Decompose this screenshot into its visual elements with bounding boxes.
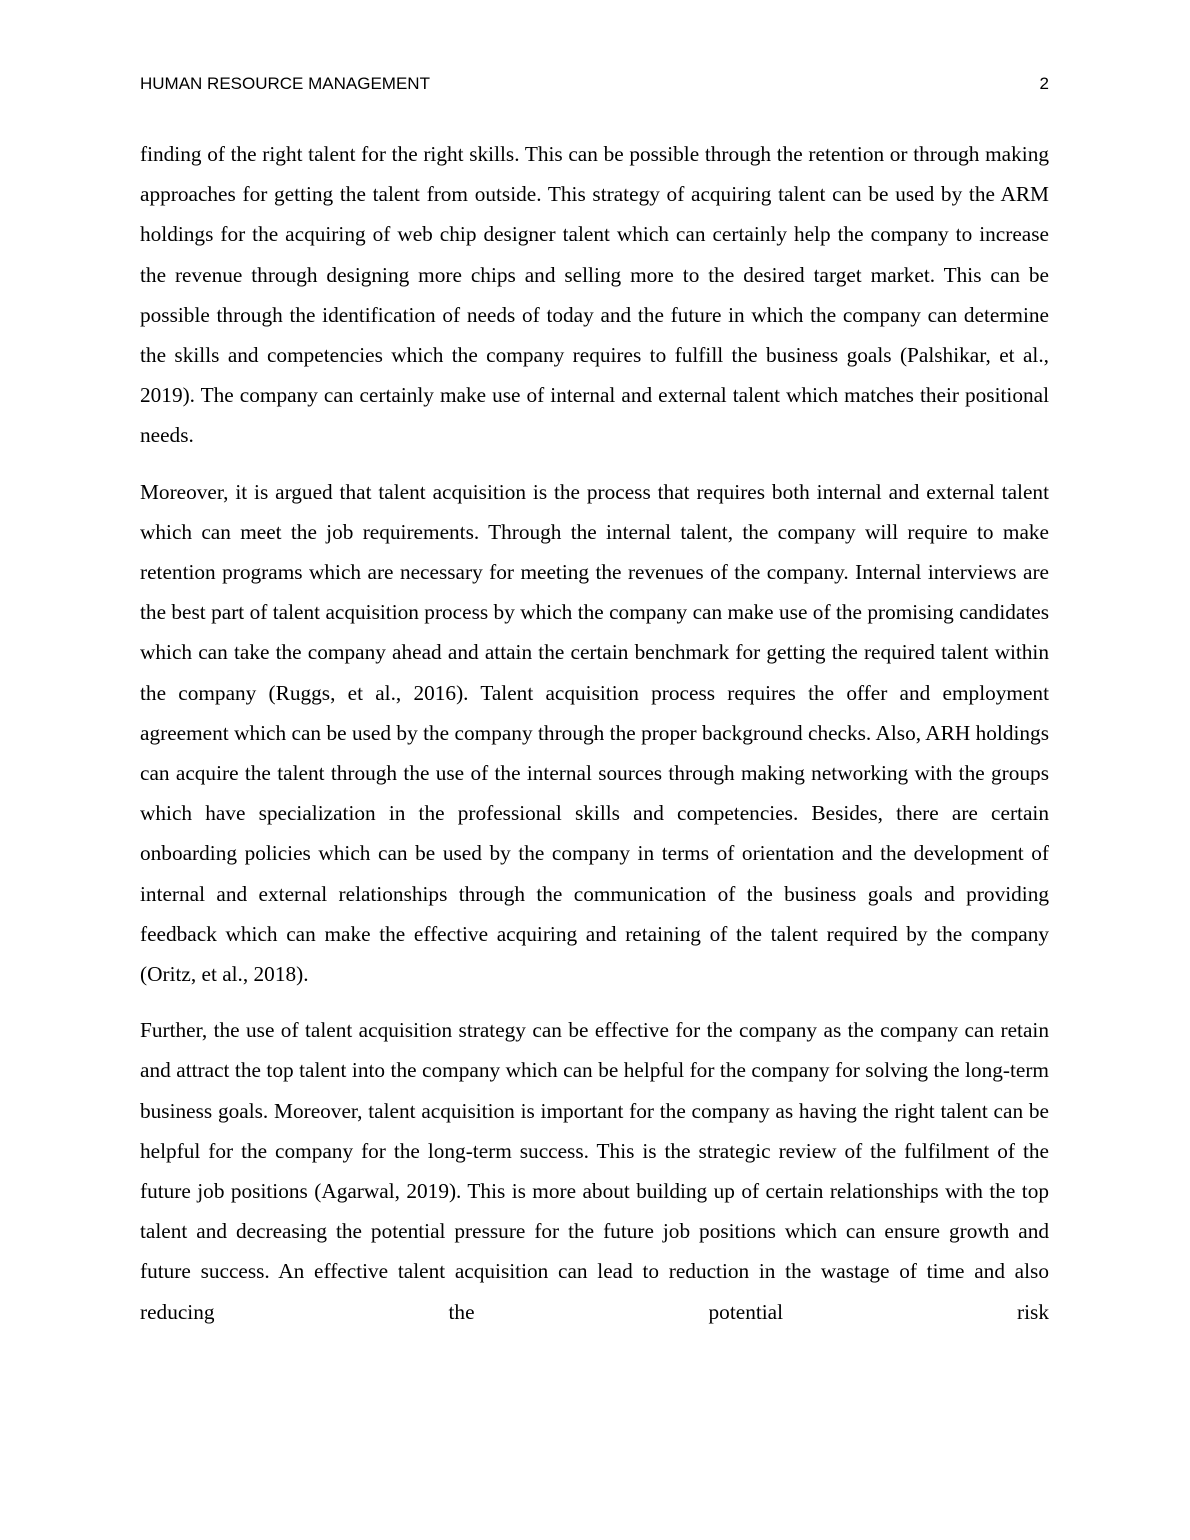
running-header: [140, 72, 1049, 96]
paragraph-3: Further, the use of talent acquisition strategy can be effective for the company as the company can retain and attract the top talent into the company which can be helpful for the company for solving the long-term business goals. Moreover, talent acquisition is important for the company as having the right talent can be helpful for the company for the long-term success. This is the strategic review of the fulfilment of the future job positions (Agarwal, 2019). This is more about building up of certain relationships with the top talent and decreasing the potential pressure for the future job positions which can ensure growth and future success. An effective talent acquisition can lead to reduction in the wastage of time and also reducing the potential risk: [140, 1018, 1049, 1324]
paragraph-1: finding of the right talent for the right skills. This can be possible through the retention or through making approaches for getting the talent from outside. This strategy of acquiring talent can be used by the ARM holdings for the acquiring of web chip designer talent which can certainly help the company to increase the revenue through designing more chips and selling more to the desired target market. This can be possible through the identification of needs of today and the future in which the company can determine the skills and competencies which the company requires to fulfill the business goals (Palshikar, et al., 2019). The company can certainly make use of internal and external talent which matches their positional needs.: [140, 142, 1049, 448]
page-number: 2: [1039, 74, 1049, 93]
running-title: HUMAN RESOURCE MANAGEMENT: [140, 74, 430, 93]
paragraph-2: Moreover, it is argued that talent acquisition is the process that requires both internal and external talent which can meet the job requirements. Through the internal talent, the company will require to make retention programs which are necessary for meeting the revenues of the company. Internal interviews are the best part of talent acquisition process by which the company can make use of the promising candidates which can take the company ahead and attain the certain benchmark for getting the required talent within the company (Ruggs, et al., 2016). Talent acquisition process requires the offer and employment agreement which can be used by the company through the proper background checks. Also, ARH holdings can acquire the talent through the use of the internal sources through making networking with the groups which have specialization in the professional skills and competencies. Besides, there are certain onboarding policies which can be used by the company in terms of orientation and the development of internal and external relationships through the communication of the business goals and providing feedback which can make the effective acquiring and retaining of the talent required by the company (Oritz, et al., 2018).: [140, 479, 1049, 987]
body-text: [140, 134, 1049, 1348]
